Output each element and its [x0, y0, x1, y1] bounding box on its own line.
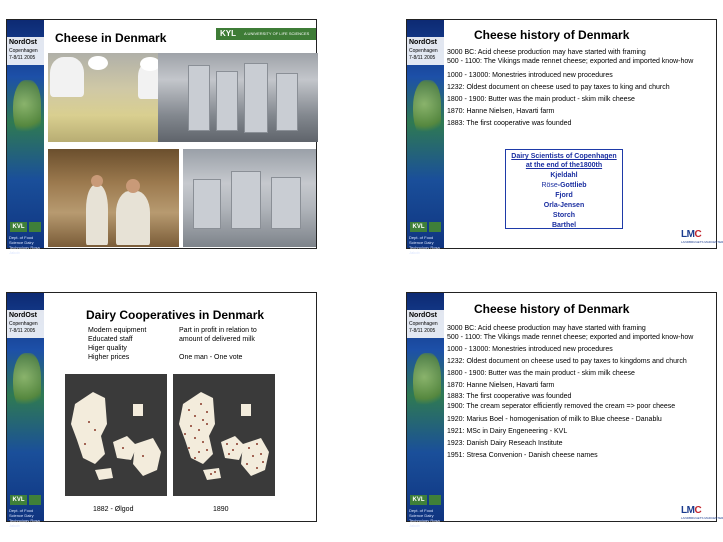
history-line: 1232: Oldest document on cheese used to pay taxes to kingdoms and church — [447, 358, 687, 365]
sidebar-brand: NordOst — [409, 39, 437, 46]
slide-sidebar — [7, 20, 44, 255]
history-line: 500 - 1100: The Vikings made rennet cheese; exported and imported know-how — [447, 58, 694, 65]
history-line: 1920: Marius Boel - homogenisation of milk to Blue cheese - Danablu — [447, 416, 662, 423]
history-line: 1883: The first cooperative was founded — [447, 393, 572, 400]
history-line: 1900: The cream seperator efficiently removed the cream => poor cheese — [447, 403, 676, 410]
history-line: 1951: Stresa Convenion - Danish cheese names — [447, 452, 598, 459]
scientists-box — [505, 149, 623, 229]
kvl-banner-logo: KYL A UNIVERSITY OF LIFE SCIENCES — [216, 28, 316, 40]
coop-point: Part in profit in relation to — [179, 327, 257, 334]
coop-point: Educated staff — [88, 336, 133, 343]
history-line: 1883: The first cooperative was founded — [447, 120, 572, 127]
history-line: 3000 BC: Acid cheese production may have started with framing — [447, 49, 646, 56]
history-line: 1000 - 13000: Monestries introduced new procedures — [447, 72, 613, 79]
kvl-logo: KVL — [410, 495, 444, 505]
world-map-graphic — [13, 353, 41, 413]
sidebar-footer: Dept. of Food Science Dairy Technology Rosa Jakob — [9, 508, 40, 528]
history-line: 3000 BC: Acid cheese production may have started with framing — [447, 325, 646, 332]
slide-cheese-history-2 — [406, 292, 723, 528]
sidebar-date: 7-8/11 2005 — [409, 328, 436, 334]
world-map-graphic — [413, 353, 441, 413]
lmc-logo: LMC LANDBRUGETS MADCENTER — [681, 229, 723, 244]
slide-cheese-in-denmark — [6, 19, 317, 255]
history-line: 1870: Hanne Nielsen, Havarti farm — [447, 108, 555, 115]
scientist-name: Storch — [552, 212, 576, 219]
denmark-map-1890 — [173, 374, 275, 496]
kvl-logo: KVL — [10, 495, 44, 505]
slide-title: Cheese history of Denmark — [474, 302, 630, 316]
sidebar-city: Copenhagen — [9, 321, 38, 327]
history-line: 1800 - 1900: Butter was the main product - skim milk cheese — [447, 96, 635, 103]
kvl-logo: KVL — [410, 222, 444, 232]
slide-dairy-cooperatives — [6, 292, 317, 528]
history-line: 1800 - 1900: Butter was the main product - skim milk cheese — [447, 370, 635, 377]
slide-title: Dairy Cooperatives in Denmark — [86, 308, 265, 322]
photo-dairy-tanks — [158, 53, 318, 142]
sidebar-brand: NordOst — [409, 312, 437, 319]
sidebar-footer: Dept. of Food Science Dairy Technology Rosa Jakob — [409, 508, 440, 528]
coop-point: Higer quality — [88, 345, 127, 352]
coop-point: Modern equipment — [88, 327, 147, 334]
slide-sidebar — [7, 293, 44, 528]
coop-point: One man - One vote — [179, 354, 243, 361]
coop-point: Higher prices — [88, 354, 130, 361]
scientist-name: Röse-Gottlieb — [541, 182, 587, 189]
history-line: 1921: MSc in Dairy Engeneering - KVL — [447, 428, 568, 435]
slide-cheese-history-1 — [406, 19, 723, 255]
photo-processing-hall — [183, 149, 316, 247]
world-map-graphic — [413, 80, 441, 140]
sidebar-city: Copenhagen — [9, 48, 38, 54]
sidebar-brand: NordOst — [9, 312, 37, 319]
map-caption-1882: 1882 - Ølgod — [93, 506, 134, 513]
scientists-box-title: Dairy Scientists of Copenhagen at the end of the1800th — [511, 153, 617, 169]
slide-sidebar — [407, 293, 444, 528]
photo-cheese-vat — [48, 53, 174, 142]
slide-title: Cheese in Denmark — [55, 31, 167, 45]
lmc-logo: LMC LANDBRUGETS MADCENTER — [681, 505, 723, 520]
scientist-name: Kjeldahl — [550, 172, 578, 179]
scientist-name: Orla-Jensen — [543, 202, 585, 209]
history-line: 500 - 1100: The Vikings made rennet cheese; exported and imported know-how — [447, 334, 694, 341]
scientist-name: Barthel — [551, 222, 577, 229]
scientist-name: Fjord — [555, 192, 573, 199]
denmark-map-1882 — [65, 374, 167, 496]
history-line: 1232: Oldest document on cheese used to pay taxes to king and church — [447, 84, 670, 91]
history-line: 1870: Hanne Nielsen, Havarti farm — [447, 382, 555, 389]
sidebar-brand: NordOst — [9, 39, 37, 46]
slide-sidebar — [407, 20, 444, 255]
slide-title: Cheese history of Denmark — [474, 28, 630, 42]
sidebar-date: 7-8/11 2005 — [409, 55, 436, 61]
sidebar-footer: Dept. of Food Science Dairy Technology Rosa Jakob — [409, 235, 440, 255]
map-caption-1890: 1890 — [213, 506, 229, 513]
coop-point: amount of delivered milk — [179, 336, 255, 343]
kvl-logo: KVL — [10, 222, 44, 232]
world-map-graphic — [13, 80, 41, 140]
history-line: 1923: Danish Dairy Reseach Institute — [447, 440, 563, 447]
sidebar-date: 7-8/11 2005 — [9, 55, 36, 61]
history-line: 1000 - 13000: Monestries introduced new procedures — [447, 346, 613, 353]
sidebar-date: 7-8/11 2005 — [9, 328, 36, 334]
photo-cheese-store — [48, 149, 179, 247]
sidebar-city: Copenhagen — [409, 48, 438, 54]
sidebar-city: Copenhagen — [409, 321, 438, 327]
sidebar-footer: Dept. of Food Science Dairy Technology Rosa Jakob — [9, 235, 40, 255]
